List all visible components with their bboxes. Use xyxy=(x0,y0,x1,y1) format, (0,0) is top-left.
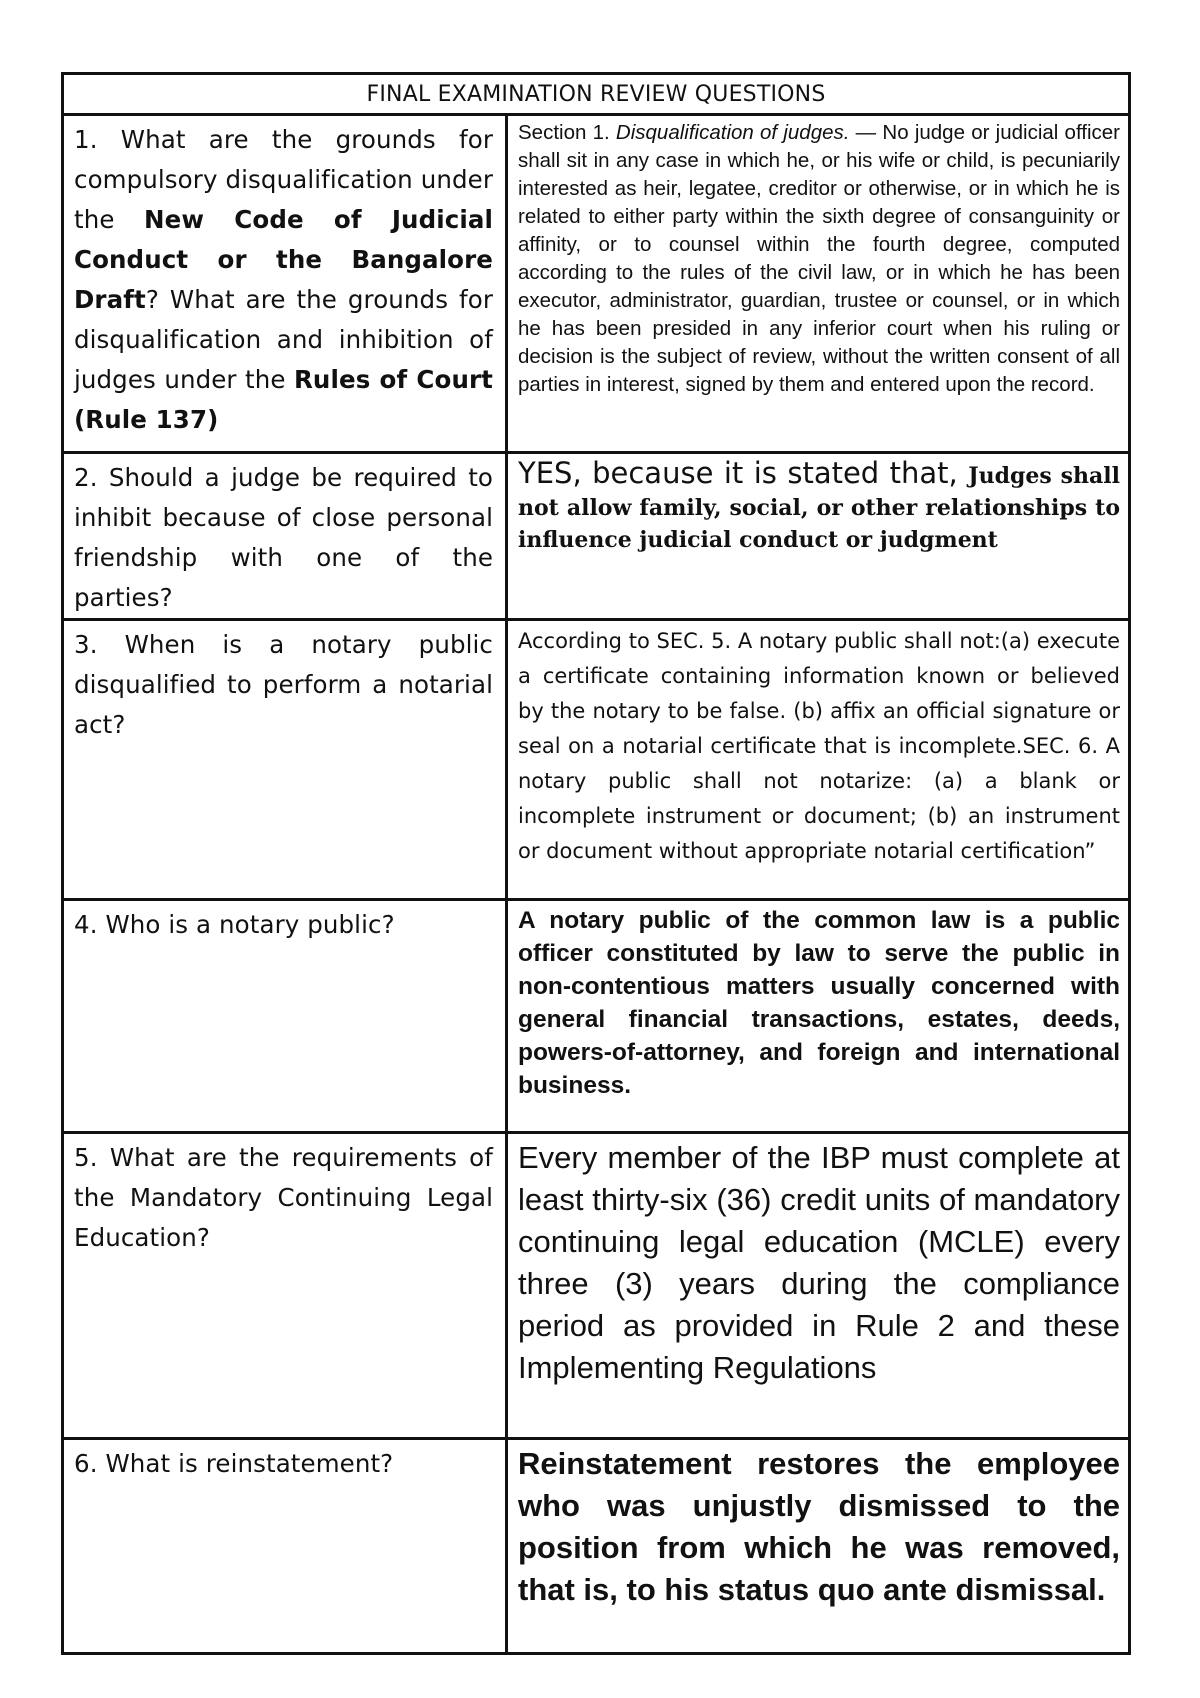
question-cell xyxy=(63,453,507,620)
answer-body: — No judge or judicial officer shall sit in any case in which he, or his wife or child, is pecuniarily interested as heir, legatee, creditor or otherwise, or in which he is related to either party within the sixth degree of consanguinity or affinity, or to counsel within the fourth degree, computed according to the rules of the civil law, or in which he has been executor, administrator, guardian, trustee or counsel, or in which he has been presided in any inferior court when his ruling or decision is the subject of review, without the written consent of all parties in interest, signed by them and entered upon the record. xyxy=(518,121,1121,396)
question-text: 4. Who is a notary public? xyxy=(74,910,395,939)
table-row xyxy=(63,620,1130,900)
question-text: 5. What are the requirements of the Mandatory Continuing Legal Education? xyxy=(74,1143,493,1252)
answer-lead: YES, because it is stated that, xyxy=(518,456,969,490)
answer-text xyxy=(508,454,1128,556)
answer-italic-heading: Disqualification of judges. xyxy=(615,121,850,144)
question-text: 2. Should a judge be required to inhibit because of close personal friendship with one of the parties? xyxy=(74,463,493,612)
table-row xyxy=(63,115,1130,453)
answer-text: According to SEC. 5. A notary public shall not:(a) execute a certificate containing information known or believed by the notary to be false. (b) affix an official signature or seal on a notarial certificate that is incomplete.SEC. 6. A notary public shall not notarize: (a) a blank or incomplete instrument or document; (b) an instrument or document without appropriate notarial certification” xyxy=(518,629,1121,863)
answer-text: Every member of the IBP must complete at least thirty-six (36) credit units of mandatory continuing legal education (MCLE) every three (3) years during the compliance period as provided in Rule 2 and these Implementing Regulations xyxy=(518,1140,1121,1385)
answer-cell xyxy=(507,620,1130,900)
answer-cell xyxy=(507,1133,1130,1439)
answer-cell xyxy=(507,115,1130,453)
answer-text: A notary public of the common law is a public officer constituted by law to serve the public in non-contentious matters usually concerned with general financial transactions, estates, deeds, powers-of-attorney, and foreign and international business. xyxy=(518,907,1121,1099)
question-cell xyxy=(63,1439,507,1654)
table-row xyxy=(63,453,1130,620)
question-cell xyxy=(63,1133,507,1439)
question-cell xyxy=(63,900,507,1133)
answer-cell xyxy=(507,1439,1130,1654)
answer-section-label: Section 1. xyxy=(518,121,616,144)
table-row xyxy=(63,1133,1130,1439)
question-text xyxy=(64,116,505,440)
answer-text xyxy=(508,116,1128,399)
question-bold-term: Rules of Court (Rule 137) xyxy=(74,365,493,434)
table-row xyxy=(63,900,1130,1133)
question-bold-term: New Code of Judicial Conduct or the Bangalore Draft xyxy=(74,205,493,314)
review-questions-table xyxy=(61,72,1131,1655)
question-cell xyxy=(63,620,507,900)
table-title: FINAL EXAMINATION REVIEW QUESTIONS xyxy=(63,74,1130,115)
question-cell xyxy=(63,115,507,453)
question-text: 6. What is reinstatement? xyxy=(74,1449,394,1478)
answer-text: Reinstatement restores the employee who was unjustly dismissed to the position from which he was removed, that is, to his status quo ante dismissal. xyxy=(518,1446,1121,1607)
question-text: 3. When is a notary public disqualified to perform a notarial act? xyxy=(74,630,493,739)
answer-cell xyxy=(507,900,1130,1133)
table-row xyxy=(63,1439,1130,1654)
answer-cell xyxy=(507,453,1130,620)
question-text-part: 1. What are the grounds for compulsory disqualification under the xyxy=(74,125,493,234)
question-text-part: ? What are the grounds for disqualification and inhibition of judges under the xyxy=(74,285,493,394)
answer-body: Judges shall not allow family, social, or other relationships to influence judicial conduct or judgment xyxy=(518,463,1121,553)
